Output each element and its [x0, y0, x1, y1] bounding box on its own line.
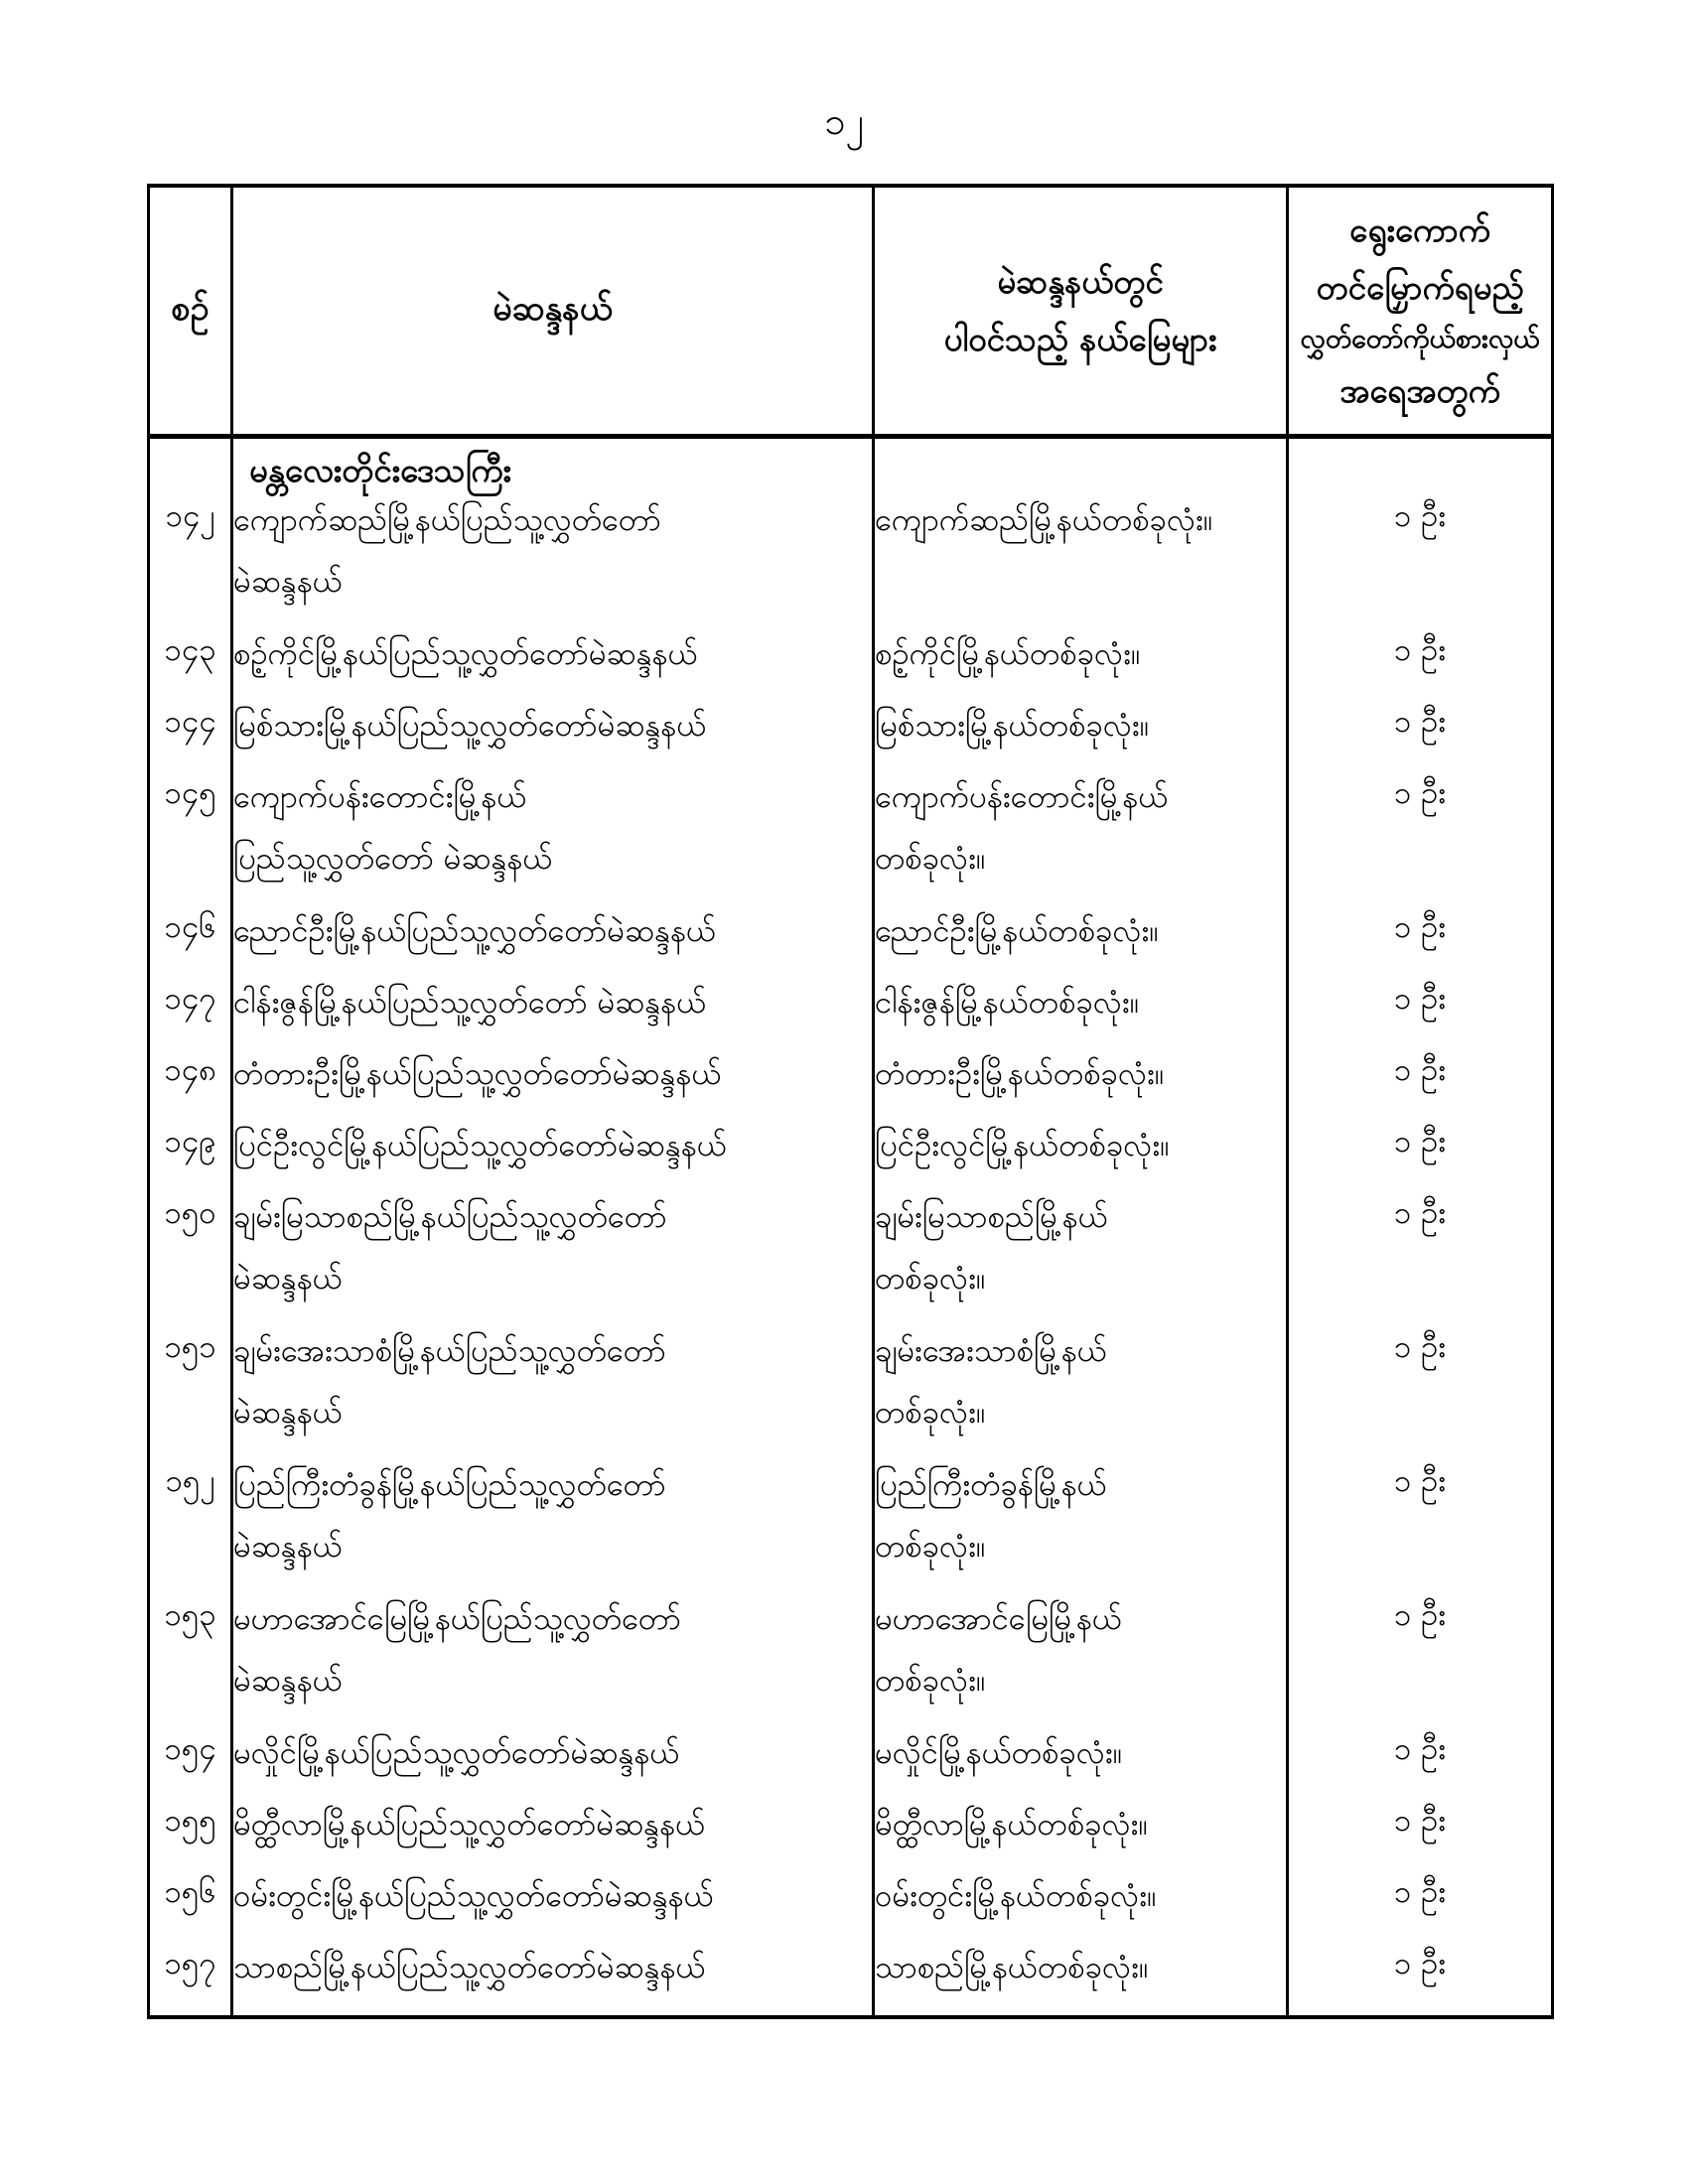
areas-line: တစ်ခုလုံး။	[875, 1663, 986, 1699]
row-number: ၁၅၂	[149, 1461, 232, 1595]
table-row	[149, 1050, 1553, 1122]
constituency-line: မဲဆန္ဒနယ်	[233, 1663, 343, 1699]
representative-count: ၁ ဦး	[1288, 1122, 1553, 1193]
header-areas-line1: မဲဆန္ဒနယ်တွင်	[997, 262, 1164, 301]
table-row	[149, 1944, 1553, 2017]
constituency-cell	[232, 1872, 874, 1944]
representative-count: ၁ ဦး	[1288, 1327, 1553, 1461]
representative-count: ၁ ဦး	[1288, 1944, 1553, 2017]
areas-cell	[874, 907, 1288, 979]
constituency-cell	[232, 1461, 874, 1595]
row-number: ၁၅၅	[149, 1801, 232, 1872]
representative-count: ၁ ဦး	[1288, 1595, 1553, 1729]
table-row	[149, 1122, 1553, 1193]
areas-line: စဉ့်ကိုင်မြို့နယ်တစ်ခုလုံး။	[875, 636, 1141, 672]
representative-count: ၁ ဦး	[1288, 979, 1553, 1050]
empty-cell	[1288, 437, 1553, 497]
constituency-cell	[232, 702, 874, 773]
constituency-cell	[232, 1595, 874, 1729]
constituency-line: ညောင်ဦးမြို့နယ်ပြည်သူ့လွှတ်တော်မဲဆန္ဒနယ်	[233, 913, 717, 949]
constituency-cell	[232, 979, 874, 1050]
empty-cell	[149, 437, 232, 497]
row-number: ၁၄၆	[149, 907, 232, 979]
constituency-line: ဝမ်းတွင်းမြို့နယ်ပြည်သူ့လွှတ်တော်မဲဆန္ဒနယ်	[233, 1878, 714, 1914]
constituency-line: ကျောက်ပန်းတောင်းမြို့နယ်	[233, 779, 527, 815]
representative-count: ၁ ဦး	[1288, 1193, 1553, 1327]
table-header-row	[149, 186, 1553, 437]
representative-count: ၁ ဦး	[1288, 1050, 1553, 1122]
areas-cell	[874, 1872, 1288, 1944]
areas-line: တစ်ခုလုံး။	[875, 1529, 986, 1565]
representative-count: ၁ ဦး	[1288, 1801, 1553, 1872]
areas-cell	[874, 1944, 1288, 2017]
constituency-line: ပြည်သူ့လွှတ်တော် မဲဆန္ဒနယ်	[233, 841, 553, 877]
table-row	[149, 1193, 1553, 1327]
constituency-cell	[232, 1122, 874, 1193]
constituency-line: မိတ္ထီလာမြို့နယ်ပြည်သူ့လွှတ်တော်မဲဆန္ဒနယ်	[233, 1807, 706, 1843]
areas-cell	[874, 496, 1288, 630]
constituency-line: မဲဆန္ဒနယ်	[233, 564, 343, 600]
constituency-line: ငါန်းဇွန်မြို့နယ်ပြည်သူ့လွှတ်တော် မဲဆန္ဒနယ်	[233, 985, 707, 1021]
areas-cell	[874, 1122, 1288, 1193]
table-row	[149, 702, 1553, 773]
areas-cell	[874, 1801, 1288, 1872]
areas-line: ချမ်းမြသာစည်မြို့နယ်	[875, 1199, 1108, 1235]
representative-count: ၁ ဦး	[1288, 773, 1553, 907]
areas-line: ဝမ်းတွင်းမြို့နယ်တစ်ခုလုံး။	[875, 1878, 1157, 1914]
areas-cell	[874, 1729, 1288, 1801]
section-title-cell	[232, 437, 874, 497]
constituency-cell	[232, 773, 874, 907]
areas-line: ကျောက်ဆည်မြို့နယ်တစ်ခုလုံး။	[875, 502, 1213, 538]
representative-count: ၁ ဦး	[1288, 1729, 1553, 1801]
constituency-cell	[232, 1944, 874, 2017]
areas-cell	[874, 1461, 1288, 1595]
areas-line: မြစ်သားမြို့နယ်တစ်ခုလုံး။	[875, 708, 1150, 744]
constituency-line: မလှိုင်မြို့နယ်ပြည်သူ့လွှတ်တော်မဲဆန္ဒနယ်	[233, 1735, 680, 1771]
header-areas	[874, 186, 1288, 437]
areas-cell	[874, 773, 1288, 907]
constituency-cell	[232, 1729, 874, 1801]
constituency-line: ပြင်ဦးလွင်မြို့နယ်ပြည်သူ့လွှတ်တော်မဲဆန္ဒနယ်	[233, 1128, 727, 1163]
areas-line: တစ်ခုလုံး။	[875, 1261, 986, 1297]
row-number: ၁၄၈	[149, 1050, 232, 1122]
areas-line: မိတ္ထီလာမြို့နယ်တစ်ခုလုံး။	[875, 1807, 1148, 1843]
constituency-cell	[232, 1193, 874, 1327]
table-row	[149, 1327, 1553, 1461]
row-number: ၁၅၁	[149, 1327, 232, 1461]
table-row	[149, 496, 1553, 630]
constituency-cell	[232, 1801, 874, 1872]
table-row	[149, 979, 1553, 1050]
header-areas-line2: ပါဝင်သည့် နယ်မြေများ	[943, 320, 1217, 358]
constituency-line: ပြည်ကြီးတံခွန်မြို့နယ်ပြည်သူ့လွှတ်တော်	[233, 1467, 666, 1503]
table-row	[149, 630, 1553, 702]
areas-cell	[874, 630, 1288, 702]
areas-line: ပြင်ဦးလွင်မြို့နယ်တစ်ခုလုံး။	[875, 1128, 1170, 1163]
empty-cell	[874, 437, 1288, 497]
areas-line: တံတားဦးမြို့နယ်တစ်ခုလုံး။	[875, 1056, 1165, 1092]
header-count-line1: ရွေးကောက်	[1349, 210, 1490, 249]
table-row	[149, 1595, 1553, 1729]
areas-cell	[874, 1193, 1288, 1327]
header-count-line3: လွှတ်တော်ကိုယ်စားလှယ်	[1300, 324, 1540, 354]
areas-line: တစ်ခုလုံး။	[875, 841, 986, 877]
areas-cell	[874, 1327, 1288, 1461]
row-number: ၁၄၇	[149, 979, 232, 1050]
table-row	[149, 1461, 1553, 1595]
table-row	[149, 1729, 1553, 1801]
representative-count: ၁ ဦး	[1288, 907, 1553, 979]
constituency-line: မဲဆန္ဒနယ်	[233, 1261, 343, 1297]
constituency-line: မဲဆန္ဒနယ်	[233, 1395, 343, 1431]
row-number: ၁၄၅	[149, 773, 232, 907]
constituency-table	[147, 184, 1554, 2019]
constituency-line: ချမ်းမြသာစည်မြို့နယ်ပြည်သူ့လွှတ်တော်	[233, 1199, 667, 1235]
row-number: ၁၄၃	[149, 630, 232, 702]
header-representative-count	[1288, 186, 1553, 437]
table-row	[149, 907, 1553, 979]
header-count-line2: တင်မြှောက်ရမည့်	[1316, 268, 1524, 307]
row-number: ၁၅၀	[149, 1193, 232, 1327]
areas-line: သာစည်မြို့နယ်တစ်ခုလုံး။	[875, 1950, 1149, 1985]
row-number: ၁၄၉	[149, 1122, 232, 1193]
header-constituency: မဲဆန္ဒနယ်	[232, 186, 874, 437]
row-number: ၁၅၄	[149, 1729, 232, 1801]
page-number: ၁၂	[823, 99, 865, 143]
section-row	[149, 437, 1553, 497]
constituency-line: ချမ်းအေးသာစံမြို့နယ်ပြည်သူ့လွှတ်တော်	[233, 1333, 666, 1369]
areas-line: ကျောက်ပန်းတောင်းမြို့နယ်	[875, 779, 1169, 815]
constituency-cell	[232, 630, 874, 702]
table-row	[149, 1801, 1553, 1872]
representative-count: ၁ ဦး	[1288, 1872, 1553, 1944]
constituency-line: ကျောက်ဆည်မြို့နယ်ပြည်သူ့လွှတ်တော်	[233, 502, 661, 538]
constituency-line: တံတားဦးမြို့နယ်ပြည်သူ့လွှတ်တော်မဲဆန္ဒနယ်	[233, 1056, 722, 1092]
constituency-cell	[232, 1050, 874, 1122]
representative-count: ၁ ဦး	[1288, 630, 1553, 702]
representative-count: ၁ ဦး	[1288, 702, 1553, 773]
row-number: ၁၄၄	[149, 702, 232, 773]
areas-line: မလှိုင်မြို့နယ်တစ်ခုလုံး။	[875, 1735, 1123, 1771]
row-number: ၁၅၃	[149, 1595, 232, 1729]
section-title: မန္တလေးတိုင်းဒေသကြီး	[249, 451, 511, 489]
areas-line: ငါန်းဇွန်မြို့နယ်တစ်ခုလုံး။	[875, 985, 1140, 1021]
row-number: ၁၅၇	[149, 1944, 232, 2017]
row-number: ၁၄၂	[149, 496, 232, 630]
areas-cell	[874, 979, 1288, 1050]
areas-line: ပြည်ကြီးတံခွန်မြို့နယ်	[875, 1467, 1107, 1503]
areas-cell	[874, 702, 1288, 773]
constituency-line: မဲဆန္ဒနယ်	[233, 1529, 343, 1565]
areas-line: မဟာအောင်မြေမြို့နယ်	[875, 1601, 1122, 1637]
areas-cell	[874, 1595, 1288, 1729]
areas-cell	[874, 1050, 1288, 1122]
header-count-line4: အရေအတွက်	[1339, 371, 1500, 410]
areas-line: ချမ်းအေးသာစံမြို့နယ်	[875, 1333, 1107, 1369]
areas-line: တစ်ခုလုံး။	[875, 1395, 986, 1431]
table-body	[149, 437, 1553, 2018]
header-serial: စဉ်	[149, 186, 232, 437]
constituency-line: သာစည်မြို့နယ်ပြည်သူ့လွှတ်တော်မဲဆန္ဒနယ်	[233, 1950, 706, 1985]
constituency-cell	[232, 496, 874, 630]
row-number: ၁၅၆	[149, 1872, 232, 1944]
constituency-line: မြစ်သားမြို့နယ်ပြည်သူ့လွှတ်တော်မဲဆန္ဒနယ်	[233, 708, 707, 744]
constituency-cell	[232, 907, 874, 979]
table-row	[149, 773, 1553, 907]
constituency-line: မဟာအောင်မြေမြို့နယ်ပြည်သူ့လွှတ်တော်	[233, 1601, 681, 1637]
constituency-line: စဉ့်ကိုင်မြို့နယ်ပြည်သူ့လွှတ်တော်မဲဆန္ဒနယ်	[233, 636, 698, 672]
constituency-cell	[232, 1327, 874, 1461]
representative-count: ၁ ဦး	[1288, 1461, 1553, 1595]
areas-line: ညောင်ဦးမြို့နယ်တစ်ခုလုံး။	[875, 913, 1159, 949]
table-row	[149, 1872, 1553, 1944]
representative-count: ၁ ဦး	[1288, 496, 1553, 630]
